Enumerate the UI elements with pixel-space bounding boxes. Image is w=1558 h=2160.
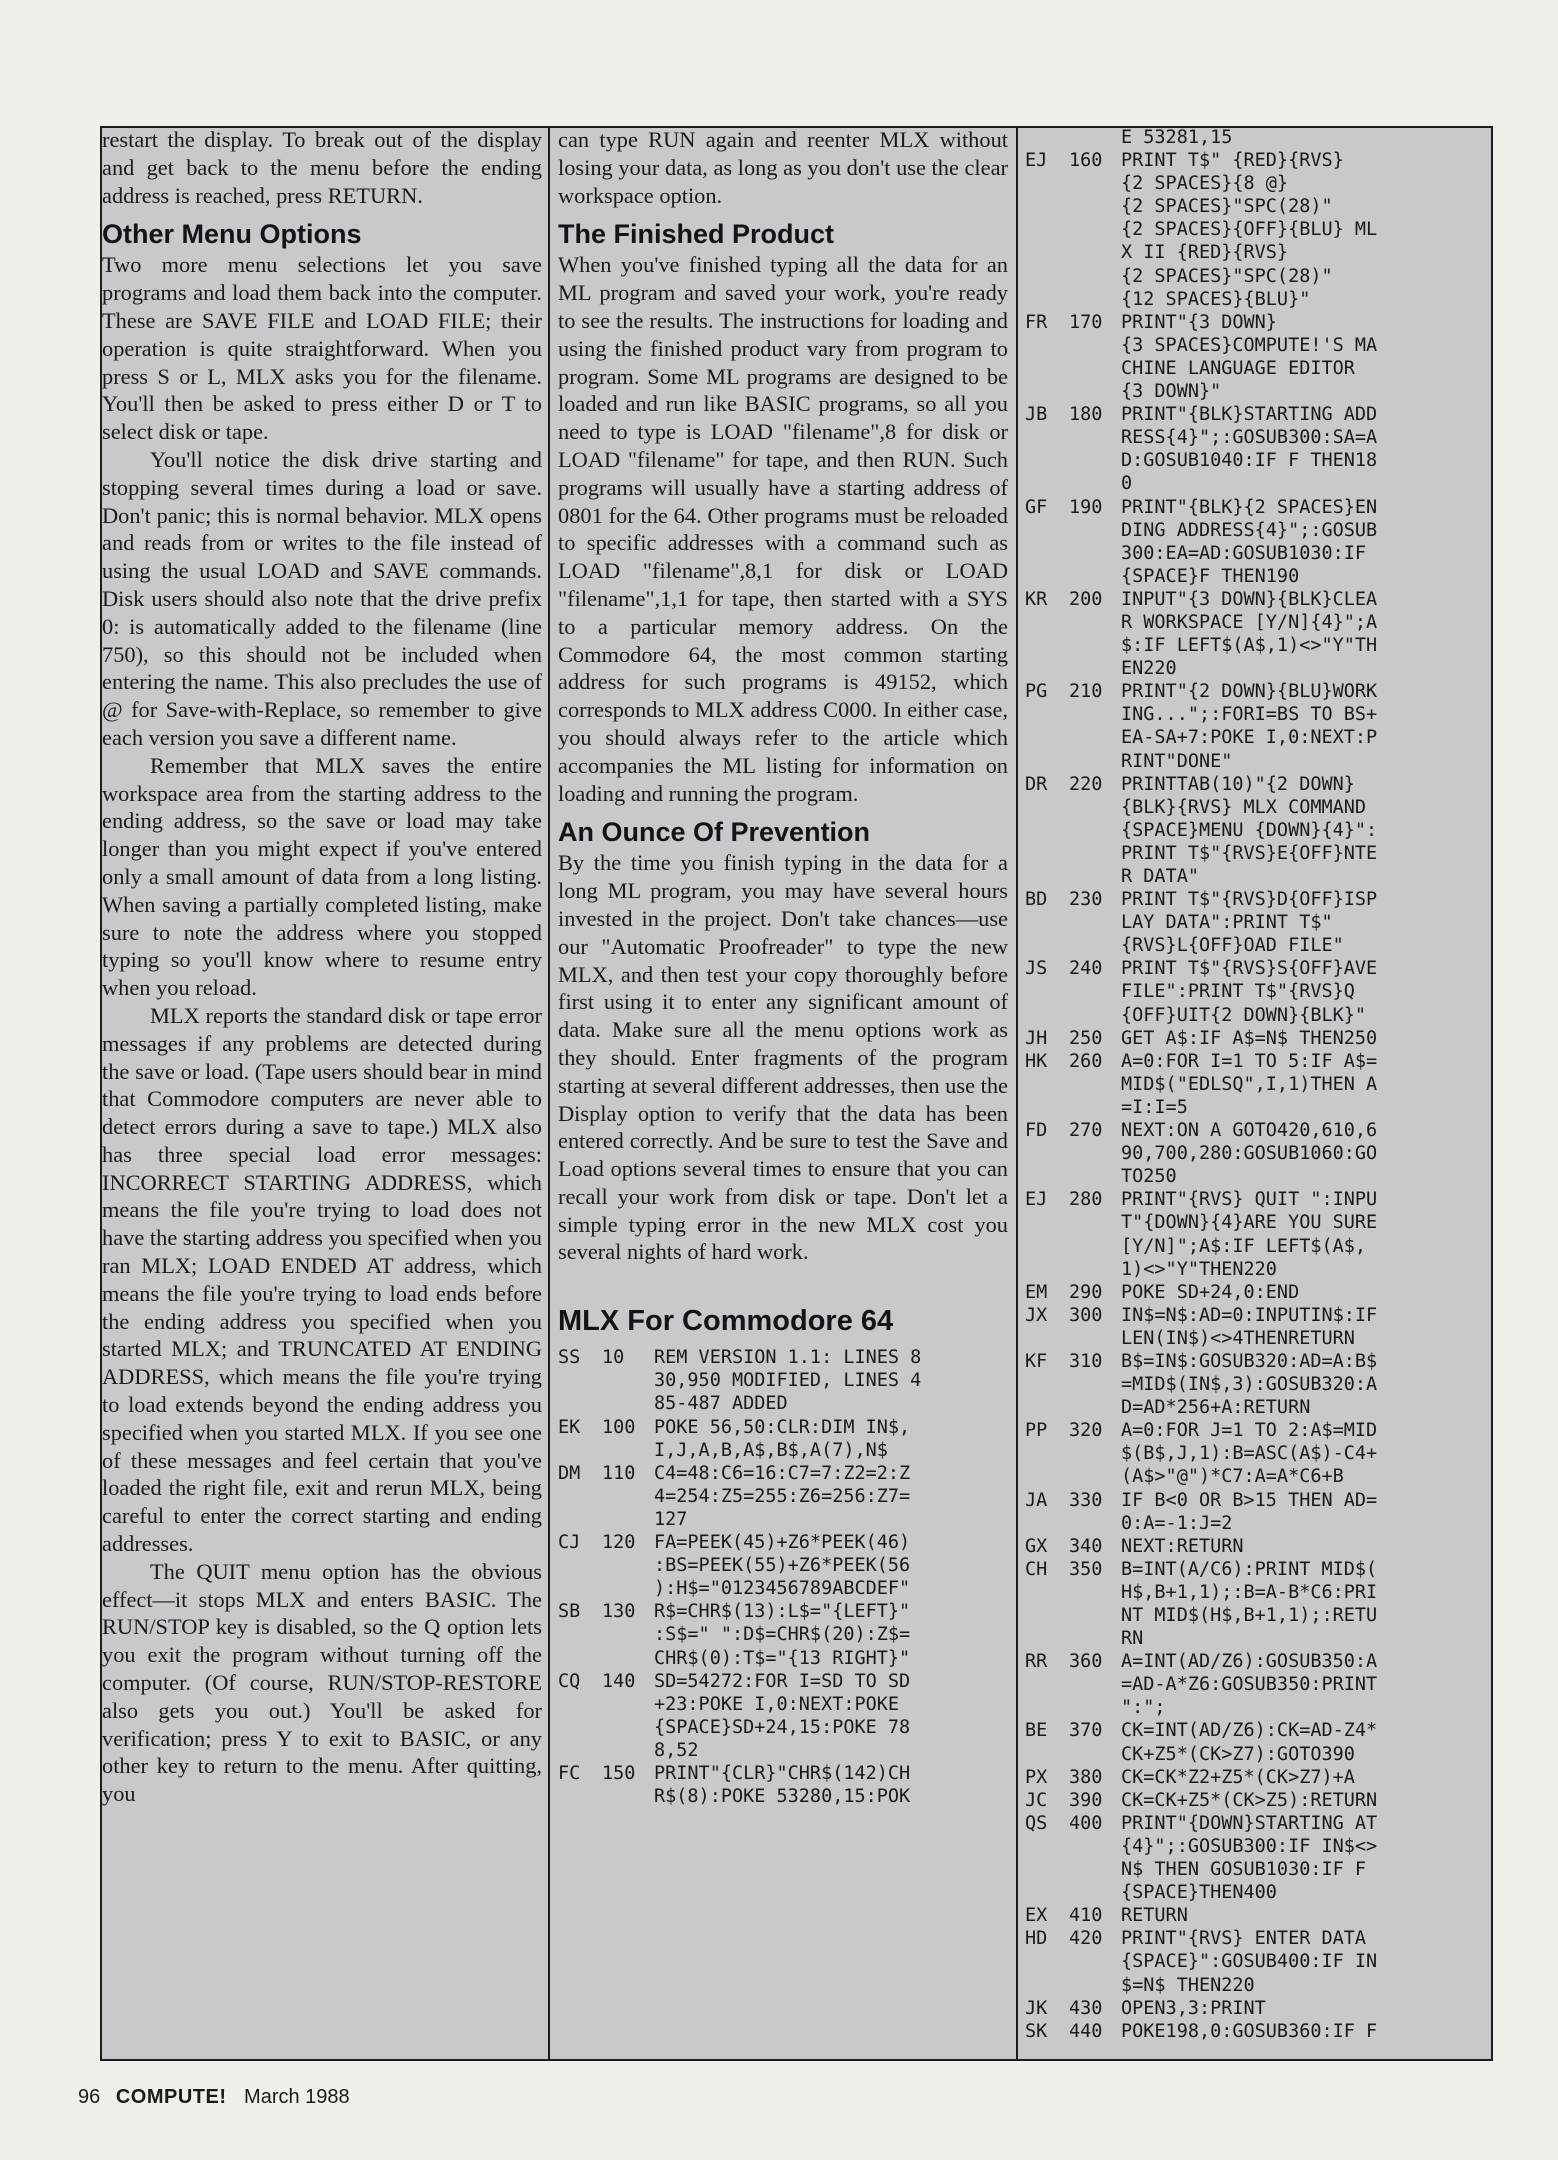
checksum-tag xyxy=(1025,126,1069,149)
listing-line xyxy=(1025,1027,1491,1050)
line-number: 180 xyxy=(1069,404,1103,426)
paragraph: When you've finished typing all the data for an ML program and saved your work, you're ready to see the results. The instructions for loading and using the finished product vary from program to program. Some ML programs are designed to be loaded and run like BASIC programs, so all you need to type is LOAD "filename",8 for disk or LOAD "filename" for tape, and then RUN. Such programs will usually have a starting address of 0801 for the 64. Other programs must be reloaded to specific addresses with a command such as LOAD "filename",8,1 for disk or LOAD "filename",1,1 for tape, then started with a SYS to a particular memory address. On the Commodore 64, the most common starting address for such programs is 49152, which corresponds to MLX address C000. In either case, you should always refer to the article which accompanies the ML listing for information on loading and running the program. xyxy=(558,252,1008,806)
code-text: PRINT"{BLK}STARTING ADD RESS{4}";:GOSUB300:SA=A D:GOSUB1040:IF F THEN18 0 xyxy=(1121,404,1378,495)
line-number: 110 xyxy=(602,1462,636,1484)
code-text: B=INT(A/C6):PRINT MID$( H$,B+1,1);:B=A-B*C6:PRI NT MID$(H$,B+1,1);:RETU RN xyxy=(1121,1558,1378,1650)
code-text: PRINT"{3 DOWN} {3 SPACES}COMPUTE!'S MA CHINE LANGUAGE EDITOR {3 DOWN}" xyxy=(1121,311,1378,403)
listing-line xyxy=(1025,311,1491,403)
checksum-tag: PX xyxy=(1025,1766,1048,1788)
code-text: RETURN xyxy=(1121,1905,1188,1927)
code-text: CK=CK*Z2+Z5*(CK>Z7)+A xyxy=(1121,1766,1355,1788)
line-number: 270 xyxy=(1069,1120,1103,1142)
article-text xyxy=(102,126,542,1808)
code-text: PRINT"{RVS} QUIT ":INPU T"{DOWN}{4}ARE YOU SURE [Y/N]";A$:IF LEFT$(A$, 1)<>"Y"THEN220 xyxy=(1121,1189,1378,1280)
code-text: PRINT T$"{RVS}S{OFF}AVE FILE":PRINT T$"{RVS}Q {OFF}UIT{2 DOWN}{BLK}" xyxy=(1121,958,1378,1026)
line-number: 230 xyxy=(1069,889,1103,911)
code-text: R$=CHR$(13):L$="{LEFT}" :S$=" ":D$=CHR$(20):Z$= CHR$(0):T$="{13 RIGHT}" xyxy=(654,1601,911,1669)
listing-line xyxy=(1025,680,1491,772)
listing-line xyxy=(1025,1281,1491,1304)
line-number: 440 xyxy=(1069,2020,1103,2042)
listing-line xyxy=(1025,1188,1491,1280)
listing-line xyxy=(1025,403,1491,495)
line-number: 140 xyxy=(602,1670,636,1692)
line-number: 150 xyxy=(602,1762,636,1784)
checksum-tag: PP xyxy=(1025,1420,1048,1442)
listing-line xyxy=(1025,1766,1491,1789)
checksum-tag: SS xyxy=(558,1347,581,1369)
line-number: 100 xyxy=(602,1416,636,1438)
code-text: B$=IN$:GOSUB320:AD=A:B$ =MID$(IN$,3):GOSUB320:A D=AD*256+A:RETURN xyxy=(1121,1350,1378,1419)
checksum-tag: HK xyxy=(1025,1050,1048,1072)
line-number: 400 xyxy=(1069,1812,1103,1834)
code-text: A=INT(AD/Z6):GOSUB350:A =AD-A*Z6:GOSUB350:PRINT ":"; xyxy=(1121,1651,1378,1719)
program-listing xyxy=(558,1346,1008,1808)
line-number: 350 xyxy=(1069,1558,1103,1580)
listing-line xyxy=(1025,1119,1491,1188)
listing-line xyxy=(1025,588,1491,680)
checksum-tag: JS xyxy=(1025,958,1048,980)
line-number: 310 xyxy=(1069,1350,1103,1372)
line-number: 340 xyxy=(1069,1535,1103,1557)
column-2 xyxy=(558,126,1008,1808)
listing-line xyxy=(1025,888,1491,957)
code-text: E 53281,15 xyxy=(1121,127,1233,148)
checksum-tag: GX xyxy=(1025,1535,1048,1557)
listing-line xyxy=(558,1462,1008,1531)
listing-line xyxy=(1025,1304,1491,1350)
code-text: FA=PEEK(45)+Z6*PEEK(46) :BS=PEEK(55)+Z6*PEEK(56 ):H$="0123456789ABCDEF" xyxy=(654,1532,911,1600)
article-text xyxy=(558,126,1008,1266)
line-number: 10 xyxy=(602,1347,625,1369)
listing-line xyxy=(1025,1050,1491,1119)
code-text: POKE 56,50:CLR:DIM IN$, I,J,A,B,A$,B$,A(7),N$ xyxy=(654,1416,911,1461)
code-text: POKE198,0:GOSUB360:IF F xyxy=(1121,2020,1378,2042)
column-divider xyxy=(548,126,550,2061)
checksum-tag: GF xyxy=(1025,496,1048,518)
checksum-tag: BD xyxy=(1025,889,1048,911)
listing-line xyxy=(1025,1419,1491,1488)
listing-line xyxy=(1025,2020,1491,2043)
paragraph: MLX reports the standard disk or tape error messages if any problems are detected during the save or load. (Tape users should bear in mind that Commodore computers are never able to detect errors during a save to tape.) MLX also has three special load error messages: INCORRECT STARTING ADDRESS, which means the file you're trying to load does not have the starting address you specified when you ran MLX; LOAD ENDED AT address, which means the file you're trying to load ends before the ending address you specified when you started MLX; and TRUNCATED AT ENDING ADDRESS, which means the file you're trying to load extends beyond the ending address you specified when you started MLX. If you see one of these messages and feel certain that you've loaded the right file, exit and rerun MLX, being careful to enter the correct starting and ending addresses. xyxy=(102,1002,542,1557)
listing-line xyxy=(558,1670,1008,1762)
code-text: PRINT"{CLR}"CHR$(142)CH R$(8):POKE 53280,15:POK xyxy=(654,1762,911,1808)
paragraph: The QUIT menu option has the obvious effect—it stops MLX and enters BASIC. The RUN/STOP key is disabled, so the Q option lets you exit the program without turning off the computer. (Of course, RUN/STOP-RESTORE also gets you out.) You'll be asked for verification; press Y to exit to BASIC, or any other key to return to the menu. After quitting, you xyxy=(102,1558,542,1807)
line-number: 360 xyxy=(1069,1651,1103,1673)
line-number: 120 xyxy=(602,1532,636,1554)
line-number: 190 xyxy=(1069,496,1103,518)
checksum-tag: JB xyxy=(1025,404,1048,426)
listing-line xyxy=(1025,1489,1491,1535)
line-number: 370 xyxy=(1069,1720,1103,1742)
paragraph: Two more menu selections let you save programs and load them back into the computer. These are SAVE FILE and LOAD FILE; their operation is quite straightforward. When you press S or L, MLX asks you for the filename. You'll then be asked to press either D or T to select disk or tape. xyxy=(102,252,542,445)
listing-line xyxy=(1025,957,1491,1026)
code-text: A=0:FOR J=1 TO 2:A$=MID $(B$,J,1):B=ASC(A$)-C4+ (A$>"@")*C7:A=A*C6+B xyxy=(1121,1420,1378,1488)
checksum-tag: JA xyxy=(1025,1489,1048,1511)
listing-line xyxy=(1025,1350,1491,1419)
line-number: 160 xyxy=(1069,150,1103,172)
listing-line xyxy=(1025,126,1491,149)
listing-line xyxy=(1025,1927,1491,1996)
line-number: 410 xyxy=(1069,1905,1103,1927)
checksum-tag: DR xyxy=(1025,773,1048,795)
listing-line xyxy=(1025,496,1491,588)
section-heading: An Ounce Of Prevention xyxy=(558,817,871,848)
code-text: NEXT:RETURN xyxy=(1121,1535,1244,1557)
line-number: 170 xyxy=(1069,311,1103,333)
line-number: 330 xyxy=(1069,1489,1103,1511)
checksum-tag: JH xyxy=(1025,1027,1048,1049)
checksum-tag: DM xyxy=(558,1462,581,1484)
code-text: GET A$:IF A$=N$ THEN250 xyxy=(1121,1027,1378,1049)
line-number: 300 xyxy=(1069,1304,1103,1326)
listing-line xyxy=(1025,773,1491,888)
line-number: 200 xyxy=(1069,588,1103,610)
column-divider xyxy=(1016,126,1018,2061)
line-number: 220 xyxy=(1069,773,1103,795)
issue-date: March 1988 xyxy=(244,2086,350,2108)
line-number: 320 xyxy=(1069,1420,1103,1442)
checksum-tag: EJ xyxy=(1025,1189,1048,1211)
checksum-tag: JK xyxy=(1025,1997,1048,2019)
line-number: 420 xyxy=(1069,1928,1103,1950)
line-number: 390 xyxy=(1069,1789,1103,1811)
checksum-tag: CJ xyxy=(558,1532,581,1554)
listing-line xyxy=(1025,1558,1491,1650)
code-text: IF B<0 OR B>15 THEN AD= 0:A=-1:J=2 xyxy=(1121,1489,1378,1534)
checksum-tag: KR xyxy=(1025,588,1048,610)
checksum-tag: FR xyxy=(1025,311,1048,333)
column-3 xyxy=(1025,126,1491,2043)
code-text: OPEN3,3:PRINT xyxy=(1121,1997,1266,2019)
code-text: POKE SD+24,0:END xyxy=(1121,1281,1300,1303)
listing-heading: MLX For Commodore 64 xyxy=(558,1305,894,1338)
line-number: 250 xyxy=(1069,1027,1103,1049)
listing-line xyxy=(558,1346,1008,1415)
code-text: PRINT"{BLK}{2 SPACES}EN DING ADDRESS{4}";:GOSUB 300:EA=AD:GOSUB1030:IF {SPACE}F THEN190 xyxy=(1121,496,1378,587)
checksum-tag: SK xyxy=(1025,2020,1048,2042)
checksum-tag: RR xyxy=(1025,1651,1048,1673)
code-text: PRINT"{2 DOWN}{BLU}WORK ING...";:FORI=BS TO BS+ EA-SA+7:POKE I,0:NEXT:P RINT"DONE" xyxy=(1121,681,1378,772)
checksum-tag: FD xyxy=(1025,1120,1048,1142)
code-text: INPUT"{3 DOWN}{BLK}CLEA R WORKSPACE [Y/N]{4}";A $:IF LEFT$(A$,1)<>"Y"TH EN220 xyxy=(1121,588,1378,680)
line-number: 280 xyxy=(1069,1189,1103,1211)
paragraph: You'll notice the disk drive starting and stopping several times during a load or save. Don't panic; this is normal behavior. MLX opens and reads from or writes to the file instead of using the usual LOAD and SAVE commands. Disk users should also note that the drive prefix 0: is automatically added to the filename (line 750), so this should not be included when entering the name. This also precludes the use of @ for Save-with-Replace, so remember to give each version you save a different name. xyxy=(102,446,542,750)
checksum-tag: SB xyxy=(558,1601,581,1623)
line-number: 290 xyxy=(1069,1281,1103,1303)
code-text: NEXT:ON A GOTO420,610,6 90,700,280:GOSUB1060:GO TO250 xyxy=(1121,1120,1378,1188)
program-listing xyxy=(1025,126,1491,2043)
listing-line xyxy=(1025,1904,1491,1927)
page-number: 96 xyxy=(78,2086,101,2108)
code-text: REM VERSION 1.1: LINES 8 30,950 MODIFIED, LINES 4 85-487 ADDED xyxy=(654,1347,922,1415)
code-text: CK=INT(AD/Z6):CK=AD-Z4* CK+Z5*(CK>Z7):GOTO390 xyxy=(1121,1720,1378,1765)
line-number: 240 xyxy=(1069,958,1103,980)
line-number: 430 xyxy=(1069,1997,1103,2019)
code-text: PRINT T$"{RVS}D{OFF}ISP LAY DATA":PRINT T$" {RVS}L{OFF}OAD FILE" xyxy=(1121,889,1378,957)
listing-line xyxy=(558,1600,1008,1669)
listing-line xyxy=(558,1416,1008,1462)
checksum-tag: JX xyxy=(1025,1304,1048,1326)
code-text: C4=48:C6=16:C7=7:Z2=2:Z 4=254:Z5=255:Z6=256:Z7= 127 xyxy=(654,1462,911,1530)
listing-line xyxy=(1025,1719,1491,1765)
magazine-name: COMPUTE! xyxy=(115,2086,227,2108)
checksum-tag: CH xyxy=(1025,1558,1048,1580)
code-text: PRINT T$" {RED}{RVS} {2 SPACES}{8 @} {2 SPACES}"SPC(28)" {2 SPACES}{OFF}{BLU} ML X II {RED}{RVS} {2 SPACES}"SPC(28)" {12 SPACES}{BLU}" xyxy=(1121,150,1378,310)
paragraph: Remember that MLX saves the entire workspace area from the starting address to the ending address, so the save or load may take longer than you might expect if you've entered only a small amount of data from a long listing. When saving a partially completed listing, make sure to note the address where you stopped typing so you'll know where to resume entry when you reload. xyxy=(102,752,542,1001)
listing-line xyxy=(558,1762,1008,1808)
column-1 xyxy=(102,126,542,1808)
checksum-tag: CQ xyxy=(558,1670,581,1692)
checksum-tag: FC xyxy=(558,1762,581,1784)
checksum-tag: HD xyxy=(1025,1928,1048,1950)
listing-line xyxy=(1025,1789,1491,1812)
checksum-tag: KF xyxy=(1025,1350,1048,1372)
listing-line xyxy=(1025,1650,1491,1719)
checksum-tag: EX xyxy=(1025,1905,1048,1927)
code-text: A=0:FOR I=1 TO 5:IF A$= MID$("EDLSQ",I,1)THEN A =I:I=5 xyxy=(1121,1050,1378,1118)
section-heading: Other Menu Options xyxy=(102,219,362,250)
code-text: CK=CK+Z5*(CK>Z5):RETURN xyxy=(1121,1789,1378,1811)
section-heading: The Finished Product xyxy=(558,219,835,250)
listing-line xyxy=(1025,149,1491,311)
paragraph: can type RUN again and reenter MLX without losing your data, as long as you don't use the clear workspace option. xyxy=(558,127,1008,208)
listing-line xyxy=(1025,1812,1491,1904)
line-number: 130 xyxy=(602,1601,636,1623)
page-footer xyxy=(78,2086,350,2109)
listing-line xyxy=(1025,1997,1491,2020)
checksum-tag: PG xyxy=(1025,681,1048,703)
line-number: 260 xyxy=(1069,1050,1103,1072)
checksum-tag: JC xyxy=(1025,1789,1048,1811)
checksum-tag: QS xyxy=(1025,1812,1048,1834)
code-text: SD=54272:FOR I=SD TO SD +23:POKE I,0:NEXT:POKE {SPACE}SD+24,15:POKE 78 8,52 xyxy=(654,1670,911,1761)
line-number: 210 xyxy=(1069,681,1103,703)
listing-line xyxy=(558,1531,1008,1600)
code-text: PRINT"{DOWN}STARTING AT {4}";:GOSUB300:IF IN$<> N$ THEN GOSUB1030:IF F {SPACE}THEN400 xyxy=(1121,1812,1378,1904)
line-number: 380 xyxy=(1069,1766,1103,1788)
listing-line xyxy=(1025,1535,1491,1558)
code-text: PRINTTAB(10)"{2 DOWN} {BLK}{RVS} MLX COMMAND {SPACE}MENU {DOWN}{4}": PRINT T$"{RVS}E{OFF}NTE R DATA" xyxy=(1121,773,1378,887)
checksum-tag: EK xyxy=(558,1416,581,1438)
paragraph: restart the display. To break out of the display and get back to the menu before the ending address is reached, press RETURN. xyxy=(102,127,542,208)
code-text: PRINT"{RVS} ENTER DATA {SPACE}":GOSUB400:IF IN $=N$ THEN220 xyxy=(1121,1928,1378,1996)
checksum-tag: BE xyxy=(1025,1720,1048,1742)
checksum-tag: EJ xyxy=(1025,150,1048,172)
line-number xyxy=(1069,126,1121,149)
code-text: IN$=N$:AD=0:INPUTIN$:IF LEN(IN$)<>4THENRETURN xyxy=(1121,1304,1378,1349)
checksum-tag: EM xyxy=(1025,1281,1048,1303)
paragraph: By the time you finish typing in the data for a long ML program, you may have several hours invested in the project. Don't take chances—use our "Automatic Proofreader" to type the new MLX, and then test your copy thoroughly before first using it to enter any significant amount of data. Make sure all the menu options work as they should. Enter fragments of the program starting at several different addresses, then use the Display option to verify that the data has been entered correctly. And be sure to test the Save and Load options several times to ensure that you can recall your work from disk or tape. Don't let a simple typing error in the new MLX cost you several nights of hard work. xyxy=(558,850,1008,1265)
